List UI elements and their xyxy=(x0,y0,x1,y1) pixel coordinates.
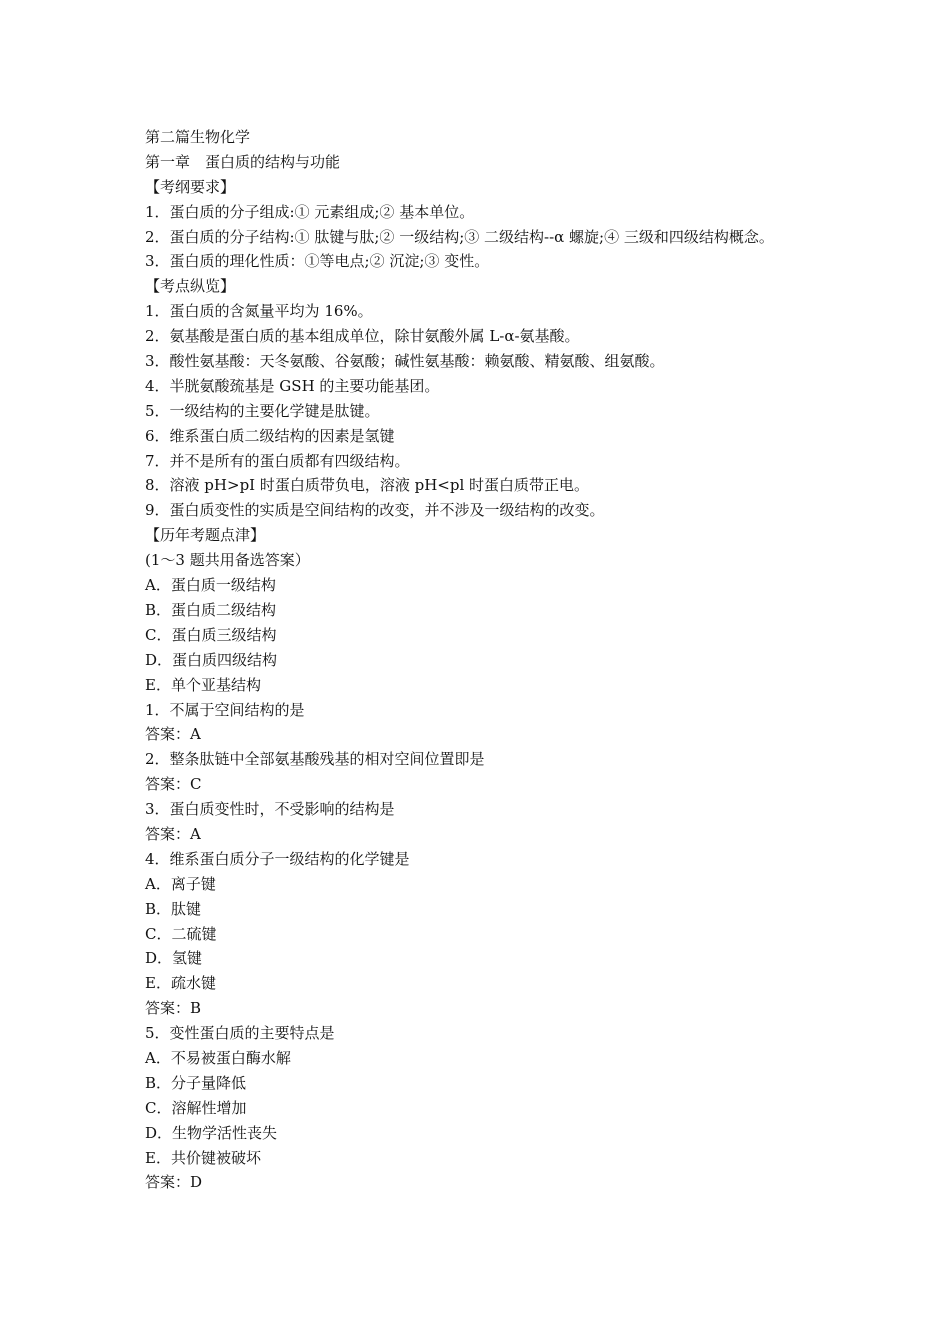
overview-item: 3．酸性氨基酸：天冬氨酸、谷氨酸；碱性氨基酸：赖氨酸、精氨酸、组氨酸。 xyxy=(145,352,665,371)
document-body xyxy=(145,125,815,1195)
answer-option: A．不易被蛋白酶水解 xyxy=(145,1048,291,1067)
section-heading-syllabus: 【考纲要求】 xyxy=(145,177,236,196)
answer-option: B．肽键 xyxy=(145,899,202,918)
question: 5．变性蛋白质的主要特点是 xyxy=(145,1024,335,1043)
answer-option: D．氢键 xyxy=(145,949,203,968)
part-title: 第二篇生物化学 xyxy=(145,128,251,146)
answer-option: D．蛋白质四级结构 xyxy=(145,650,278,669)
question: 4．维系蛋白质分子一级结构的化学键是 xyxy=(145,849,410,868)
answer-option: D．生物学活性丧失 xyxy=(145,1123,278,1142)
question: 1．不属于空间结构的是 xyxy=(145,700,305,719)
answer-option: E．共价键被破坏 xyxy=(145,1148,261,1167)
answer: 答案：A xyxy=(145,725,201,744)
section-heading-past-exams: 【历年考题点津】 xyxy=(145,526,266,545)
overview-item: 5．一级结构的主要化学键是肽键。 xyxy=(145,401,380,420)
overview-item: 9．蛋白质变性的实质是空间结构的改变，并不涉及一级结构的改变。 xyxy=(145,501,605,520)
overview-item: 1．蛋白质的含氮量平均为 16%。 xyxy=(145,302,373,321)
overview-item: 4．半胱氨酸巯基是 GSH 的主要功能基团。 xyxy=(145,376,440,395)
answer-option: C．蛋白质三级结构 xyxy=(145,625,277,644)
syllabus-item: 2．蛋白质的分子结构:① 肽键与肽;② 一级结构;③ 二级结构--α 螺旋;④ 三级和四级结构概念。 xyxy=(145,227,774,246)
question: 3．蛋白质变性时，不受影响的结构是 xyxy=(145,800,395,819)
section-heading-overview: 【考点纵览】 xyxy=(145,277,236,296)
answer: 答案：A xyxy=(145,824,201,843)
chapter-title: 第一章 蛋白质的结构与功能 xyxy=(145,152,341,171)
syllabus-item: 1．蛋白质的分子组成:① 元素组成;② 基本单位。 xyxy=(145,202,475,221)
answer-option: E．单个亚基结构 xyxy=(145,675,261,694)
answer-option: C．溶解性增加 xyxy=(145,1098,247,1117)
answer: 答案：B xyxy=(145,999,202,1018)
answer-option: B．蛋白质二级结构 xyxy=(145,600,277,619)
overview-item: 2．氨基酸是蛋白质的基本组成单位，除甘氨酸外属 L-α-氨基酸。 xyxy=(145,327,580,346)
shared-options-note: (1～3 题共用备选答案） xyxy=(145,551,310,570)
overview-item: 8．溶液 pH>pI 时蛋白质带负电，溶液 pH<pl 时蛋白质带正电。 xyxy=(145,476,590,495)
answer-option: A．蛋白质一级结构 xyxy=(145,576,276,595)
answer-option: C．二硫键 xyxy=(145,924,217,943)
syllabus-item: 3．蛋白质的理化性质：①等电点;② 沉淀;③ 变性。 xyxy=(145,252,490,271)
answer-option: E．疏水键 xyxy=(145,974,216,993)
overview-item: 7．并不是所有的蛋白质都有四级结构。 xyxy=(145,451,410,470)
answer-option: B．分子量降低 xyxy=(145,1073,247,1092)
question: 2．整条肽链中全部氨基酸残基的相对空间位置即是 xyxy=(145,750,485,769)
answer: 答案：D xyxy=(145,1173,203,1192)
answer-option: A．离子键 xyxy=(145,874,216,893)
answer: 答案：C xyxy=(145,775,202,794)
overview-item: 6．维系蛋白质二级结构的因素是氢键 xyxy=(145,426,395,445)
